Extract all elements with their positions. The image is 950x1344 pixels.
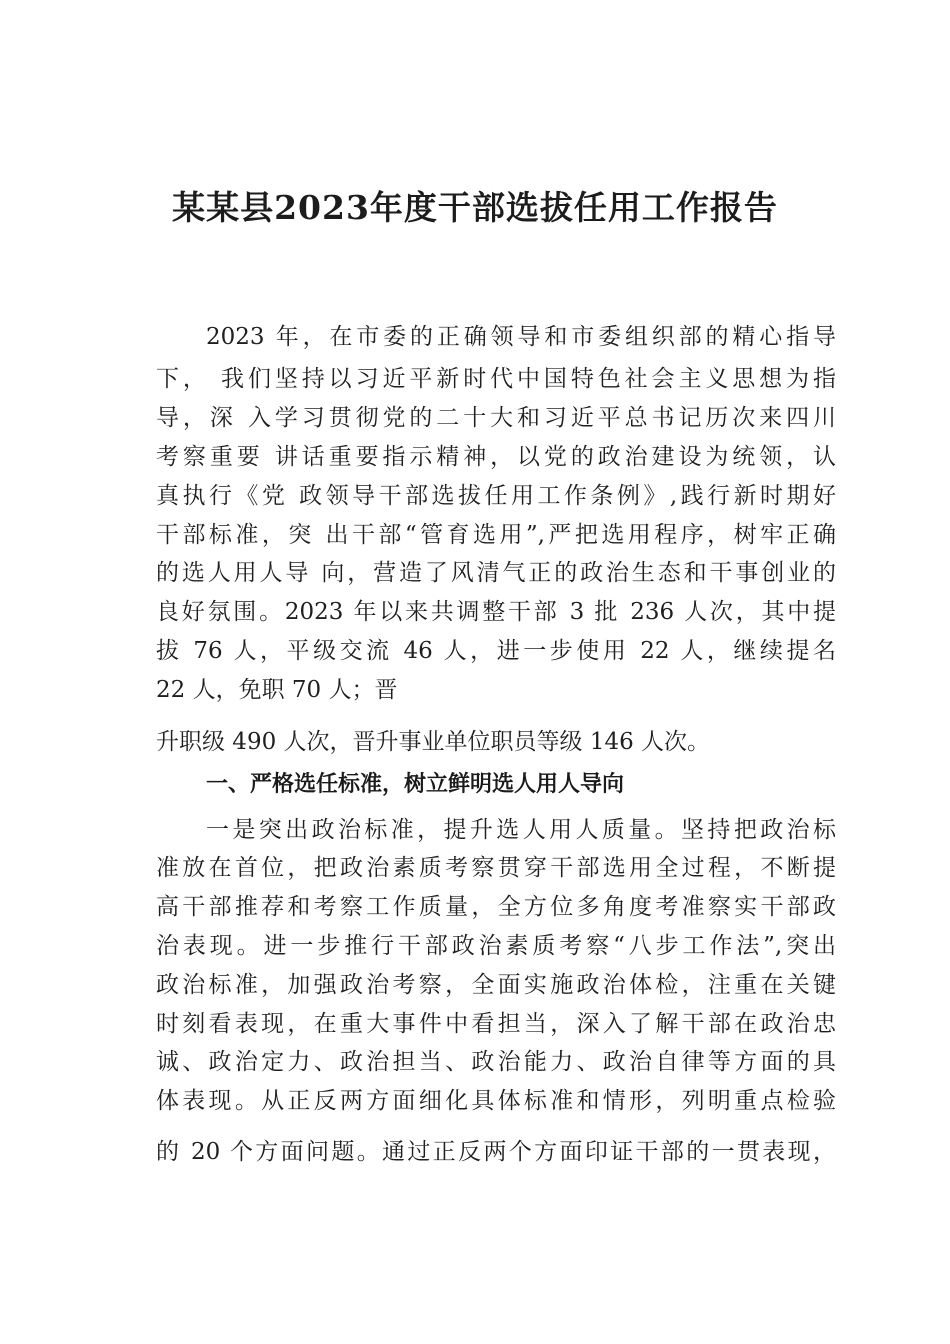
intro-line-2: 下， 我们坚持以习近平新时代中国特色社会主义思想为指 (156, 366, 836, 392)
section-line-4: 治表现。进一步推行干部政治素质考察“八步工作法”,突出 (156, 933, 836, 959)
intro-line-9: 拔 76 人，平级交流 46 人，进一步使用 22 人，继续提名 (156, 638, 836, 664)
document-title: 某某县2023年度干部选拔任用工作报告 (172, 188, 778, 227)
intro-line-7: 的选人用人导 向，营造了风清气正的政治生态和干事创业的 (156, 560, 836, 586)
intro-line-1: 2023 年，在市委的正确领导和市委组织部的精心指导 (206, 324, 836, 350)
intro-line-4: 考察重要 讲话重要指示精神，以党的政治建设为统领，认 (156, 444, 836, 470)
intro-line-6: 干部标准，突 出干部“管育选用”,严把选用程序，树牢正确 (156, 522, 836, 548)
section-line-9: 的 20 个方面问题。通过正反两个方面印证干部的一贯表现， (156, 1139, 836, 1165)
section-line-8: 体表现。从正反两方面细化具体标准和情形，列明重点检验 (156, 1088, 836, 1114)
section-line-5: 政治标准，加强政治考察，全面实施政治体检，注重在关键 (156, 972, 836, 998)
intro-line-8: 良好氛围。2023 年以来共调整干部 3 批 236 人次，其中提 (156, 599, 836, 625)
section-line-1: 一是突出政治标准，提升选人用人质量。坚持把政治标 (206, 817, 836, 843)
section-line-7: 诚、政治定力、政治担当、政治能力、政治自律等方面的具 (156, 1049, 836, 1075)
intro-line-10: 22 人，免职 70 人；晋 (156, 677, 398, 703)
section-line-3: 高干部推荐和考察工作质量，全方位多角度考准察实干部政 (156, 894, 836, 920)
section-line-2: 准放在首位，把政治素质考察贯穿干部选用全过程，不断提 (156, 855, 836, 881)
intro-line-3: 导，深 入学习贯彻党的二十大和习近平总书记历次来四川 (156, 405, 836, 431)
section-heading: 一、严格选任标准，树立鲜明选人用人导向 (206, 772, 625, 797)
section-line-6: 时刻看表现，在重大事件中看担当，深入了解干部在政治忠 (156, 1011, 836, 1037)
intro-line-11: 升职级 490 人次，晋升事业单位职员等级 146 人次。 (156, 729, 711, 755)
intro-line-5: 真执行《党 政领导干部选拔任用工作条例》,践行新时期好 (156, 483, 836, 509)
